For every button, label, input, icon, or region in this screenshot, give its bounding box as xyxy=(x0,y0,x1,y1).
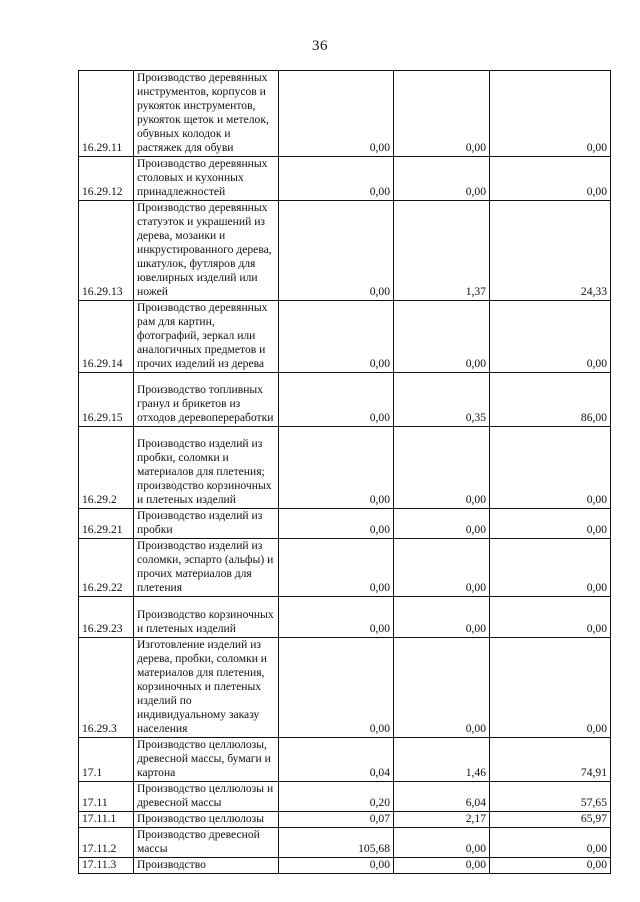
table-row xyxy=(79,858,611,874)
row-name: Производство корзиночных и плетеных изделий xyxy=(134,597,279,638)
row-value-1: 0,00 xyxy=(279,597,394,638)
row-code: 16.29.13 xyxy=(79,201,134,301)
row-value-3: 0,00 xyxy=(490,509,611,539)
row-value-3: 0,00 xyxy=(490,71,611,157)
page-number: 36 xyxy=(312,38,328,54)
row-code: 16.29.22 xyxy=(79,539,134,597)
row-name: Производство целлюлозы и древесной массы xyxy=(134,782,279,812)
table-row xyxy=(79,597,611,638)
row-value-2: 1,46 xyxy=(394,738,490,782)
row-code: 16.29.12 xyxy=(79,157,134,201)
row-value-2: 0,00 xyxy=(394,301,490,373)
row-value-2: 0,00 xyxy=(394,71,490,157)
row-value-2: 1,37 xyxy=(394,201,490,301)
row-name: Производство целлюлозы xyxy=(134,812,279,828)
row-value-1: 0,00 xyxy=(279,157,394,201)
row-name: Производство xyxy=(134,858,279,874)
row-code: 16.29.15 xyxy=(79,373,134,427)
row-name: Производство деревянных статуэток и украшений из дерева, мозаики и инкрустированного дерева, шкатулок, футляров для ювелирных изделий или ножей xyxy=(134,201,279,301)
row-name: Производство деревянных столовых и кухонных принадлежностей xyxy=(134,157,279,201)
table-row xyxy=(79,539,611,597)
row-value-1: 0,04 xyxy=(279,738,394,782)
row-code: 17.11 xyxy=(79,782,134,812)
row-value-2: 0,00 xyxy=(394,597,490,638)
table-row xyxy=(79,427,611,509)
row-value-3: 74,91 xyxy=(490,738,611,782)
row-value-3: 0,00 xyxy=(490,858,611,874)
table-row xyxy=(79,157,611,201)
row-value-1: 0,00 xyxy=(279,427,394,509)
row-value-2: 0,00 xyxy=(394,638,490,738)
row-name: Изготовление изделий из дерева, пробки, соломки и материалов для плетения, корзиночных и плетеных изделий по индивидуальному заказу населения xyxy=(134,638,279,738)
table-row xyxy=(79,782,611,812)
row-value-3: 0,00 xyxy=(490,427,611,509)
row-code: 16.29.14 xyxy=(79,301,134,373)
row-code: 17.1 xyxy=(79,738,134,782)
table-row xyxy=(79,812,611,828)
row-code: 16.29.3 xyxy=(79,638,134,738)
row-value-2: 0,00 xyxy=(394,427,490,509)
row-value-3: 65,97 xyxy=(490,812,611,828)
row-value-1: 0,00 xyxy=(279,638,394,738)
row-code: 17.11.1 xyxy=(79,812,134,828)
row-value-3: 0,00 xyxy=(490,828,611,858)
row-value-3: 24,33 xyxy=(490,201,611,301)
row-value-3: 57,65 xyxy=(490,782,611,812)
row-value-1: 0,00 xyxy=(279,201,394,301)
row-value-3: 0,00 xyxy=(490,597,611,638)
table-row xyxy=(79,301,611,373)
row-value-3: 0,00 xyxy=(490,301,611,373)
row-value-1: 0,00 xyxy=(279,373,394,427)
table-row xyxy=(79,201,611,301)
row-value-2: 0,00 xyxy=(394,157,490,201)
row-code: 17.11.2 xyxy=(79,828,134,858)
row-code: 16.29.23 xyxy=(79,597,134,638)
data-table xyxy=(78,70,611,874)
table-row xyxy=(79,373,611,427)
row-name: Производство изделий из соломки, эспарто (альфы) и прочих материалов для плетения xyxy=(134,539,279,597)
row-value-3: 0,00 xyxy=(490,638,611,738)
row-value-1: 0,00 xyxy=(279,509,394,539)
table-row xyxy=(79,638,611,738)
row-value-3: 0,00 xyxy=(490,539,611,597)
row-value-2: 2,17 xyxy=(394,812,490,828)
row-value-1: 105,68 xyxy=(279,828,394,858)
row-value-2: 0,00 xyxy=(394,539,490,597)
row-value-3: 86,00 xyxy=(490,373,611,427)
row-name: Производство изделий из пробки, соломки и материалов для плетения; производство корзиночных и плетеных изделий xyxy=(134,427,279,509)
row-value-3: 0,00 xyxy=(490,157,611,201)
row-code: 16.29.11 xyxy=(79,71,134,157)
row-name: Производство топливных гранул и брикетов из отходов деревопереработки xyxy=(134,373,279,427)
row-value-1: 0,00 xyxy=(279,71,394,157)
row-value-2: 0,00 xyxy=(394,509,490,539)
row-value-1: 0,20 xyxy=(279,782,394,812)
row-name: Производство деревянных рам для картин, фотографий, зеркал или аналогичных предметов и прочих изделий из дерева xyxy=(134,301,279,373)
row-name: Производство целлюлозы, древесной массы, бумаги и картона xyxy=(134,738,279,782)
row-value-1: 0,07 xyxy=(279,812,394,828)
table-row xyxy=(79,509,611,539)
row-code: 16.29.2 xyxy=(79,427,134,509)
row-value-2: 6,04 xyxy=(394,782,490,812)
table-row xyxy=(79,71,611,157)
row-name: Производство деревянных инструментов, корпусов и рукояток инструментов, рукояток щеток и метелок, обувных колодок и растяжек для обуви xyxy=(134,71,279,157)
row-code: 16.29.21 xyxy=(79,509,134,539)
row-value-2: 0,00 xyxy=(394,828,490,858)
row-value-2: 0,35 xyxy=(394,373,490,427)
row-name: Производство изделий из пробки xyxy=(134,509,279,539)
row-value-1: 0,00 xyxy=(279,301,394,373)
table-row xyxy=(79,738,611,782)
row-value-2: 0,00 xyxy=(394,858,490,874)
row-code: 17.11.3 xyxy=(79,858,134,874)
row-name: Производство древесной массы xyxy=(134,828,279,858)
table-row xyxy=(79,828,611,858)
row-value-1: 0,00 xyxy=(279,539,394,597)
row-value-1: 0,00 xyxy=(279,858,394,874)
